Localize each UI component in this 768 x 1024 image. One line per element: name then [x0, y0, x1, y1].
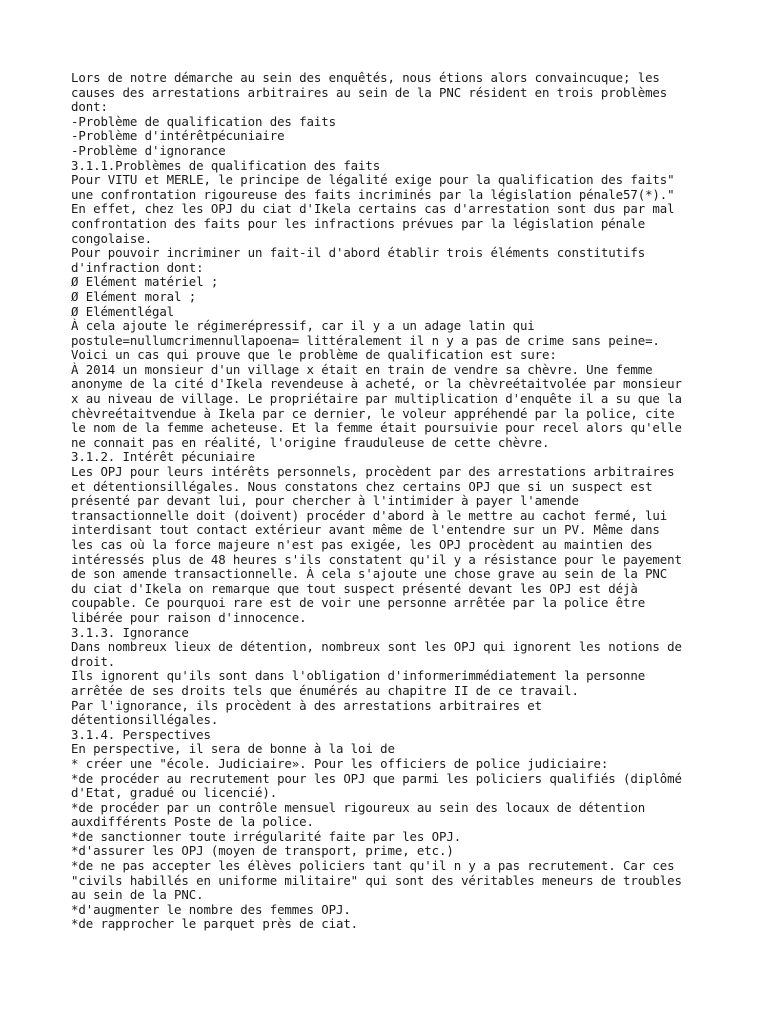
text-line: En perspective, il sera de bonne à la loi de: [71, 741, 395, 757]
text-line: transactionnelle doit (doivent) procéder d'abord à le mettre au cachot fermé, lui: [71, 507, 668, 523]
text-line: interdisant tout contact extérieur avant même de l'entendre sur un PV. Même dans: [71, 522, 660, 538]
text-line: de son amende transactionnelle. À cela s'ajoute une chose grave au sein de la PNC: [71, 566, 668, 582]
list-item: *de rapprocher le parquet près de ciat.: [71, 916, 359, 932]
list-item: *de procéder au recrutement pour les OPJ que parmi les policiers qualifiés (diplômé: [71, 770, 682, 786]
text-line: Ils ignorent qu'ils sont dans l'obligation d'informerimmédiatement la personne: [71, 668, 646, 684]
text-line: Voici un cas qui prouve que le problème de qualification est sure:: [71, 347, 557, 363]
list-item: -Problème de qualification des faits: [71, 113, 336, 129]
text-line: chèvreétaitvendue à Ikela par ce dernier, le voleur appréhendé par la police, cite: [71, 405, 675, 421]
text-line: Pour VITU et MERLE, le principe de légalité exige pour la qualification des faits": [71, 172, 675, 188]
text-line: libérée pour raison d'innocence.: [71, 609, 307, 625]
section-heading: 3.1.4. Perspectives: [71, 726, 211, 742]
text-line: x au niveau de village. Le propriétaire par multiplication d'enquête il a su que la: [71, 391, 682, 407]
text-line: Dans nombreux lieux de détention, nombreux sont les OPJ qui ignorent les notions de: [71, 639, 682, 655]
text-line: postule=nullumcrimennullapoena= littéralement il n y a pas de crime sans peine=.: [71, 332, 660, 348]
text-line: présenté par devant lui, pour chercher à l'intimider à payer l'amende: [71, 493, 579, 509]
list-item: *de sanctionner toute irrégularité faite par les OPJ.: [71, 828, 462, 844]
text-line: En effet, chez les OPJ du ciat d'Ikela certains cas d'arrestation sont dus par mal: [71, 201, 675, 217]
text-line: anonyme de la cité d'Ikela revendeuse à acheté, or la chèvreétaitvolée par monsieur: [71, 376, 682, 392]
section-heading: 3.1.2. Intérêt pécuniaire: [71, 449, 255, 465]
text-line: droit.: [71, 653, 116, 669]
section-heading: 3.1.3. Ignorance: [71, 624, 189, 640]
text-line: ne connait pas en réalité, l'origine frauduleuse de cette chèvre.: [71, 434, 550, 450]
text-line: une confrontation rigoureuse des faits incriminés par la législation pénale57(*).": [71, 186, 675, 202]
list-item: *d'augmenter le nombre des femmes OPJ.: [71, 901, 351, 917]
text-line: le nom de la femme acheteuse. Et la femme était poursuivie pour recel alors qu'elle: [71, 420, 682, 436]
section-heading: 3.1.1.Problèmes de qualification des faits: [71, 157, 381, 173]
list-item: Ø Elémentlégal: [71, 303, 175, 319]
document-page: [71, 71, 701, 932]
list-item: -Problème d'intérêtpécuniaire: [71, 128, 285, 144]
text-line: Pour pouvoir incriminer un fait-il d'abord établir trois éléments constitutifs: [71, 245, 646, 261]
text-line: Les OPJ pour leurs intérêts personnels, procèdent par des arrestations arbitraires: [71, 464, 675, 480]
list-item: au sein de la PNC.: [71, 887, 204, 903]
text-line: intéressés plus de 48 heures s'ils constatent qu'il y a résistance pour le payement: [71, 551, 682, 567]
text-line: confrontation des faits pour les infractions prévues par la législation pénale: [71, 215, 646, 231]
text-line: et détentionsillégales. Nous constatons chez certains OPJ que si un suspect est: [71, 478, 653, 494]
list-item: *d'assurer les OPJ (moyen de transport, prime, etc.): [71, 843, 454, 859]
text-line: du ciat d'Ikela on remarque que tout suspect présenté devant les OPJ est déjà: [71, 580, 638, 596]
list-item: -Problème d'ignorance: [71, 142, 226, 158]
list-item: Ø Elément matériel ;: [71, 274, 219, 290]
text-line: Lors de notre démarche au sein des enquêtés, nous étions alors convaincuque; les: [71, 70, 660, 85]
text-line: les cas où la force majeure n'est pas exigée, les OPJ procèdent au maintien des: [71, 537, 653, 552]
list-item: Ø Elément moral ;: [71, 288, 197, 304]
text-line: Par l'ignorance, ils procèdent à des arrestations arbitraires et: [71, 697, 543, 713]
list-item: *de procéder par un contrôle mensuel rigoureux au sein des locaux de détention: [71, 799, 646, 815]
text-line: dont:: [71, 99, 108, 115]
text-line: arrêtée de ses droits tels que énumérés au chapitre II de ce travail.: [71, 682, 579, 698]
list-item: * créer une "école. Judiciaire». Pour les officiers de police judiciaire:: [71, 755, 609, 771]
list-item: auxdifférents Poste de la police.: [71, 814, 314, 830]
list-item: d'Etat, gradué ou licencié).: [71, 785, 278, 801]
list-item: "civils habillés en uniforme militaire" qui sont des véritables meneurs de troubles: [71, 872, 682, 888]
list-item: *de ne pas accepter les élèves policiers tant qu'il n y a pas recrutement. Car ces: [71, 858, 675, 874]
text-line: À cela ajoute le régimerépressif, car il y a un adage latin qui: [71, 318, 535, 334]
text-line: d'infraction dont:: [71, 259, 204, 275]
text-line: détentionsillégales.: [71, 712, 219, 728]
text-line: À 2014 un monsieur d'un village x était en train de vendre sa chèvre. Une femme: [71, 361, 653, 377]
text-line: causes des arrestations arbitraires au sein de la PNC résident en trois problèmes: [71, 84, 668, 100]
text-line: congolaise.: [71, 230, 152, 246]
text-line: coupable. Ce pourquoi rare est de voir une personne arrêtée par la police être: [71, 595, 646, 611]
